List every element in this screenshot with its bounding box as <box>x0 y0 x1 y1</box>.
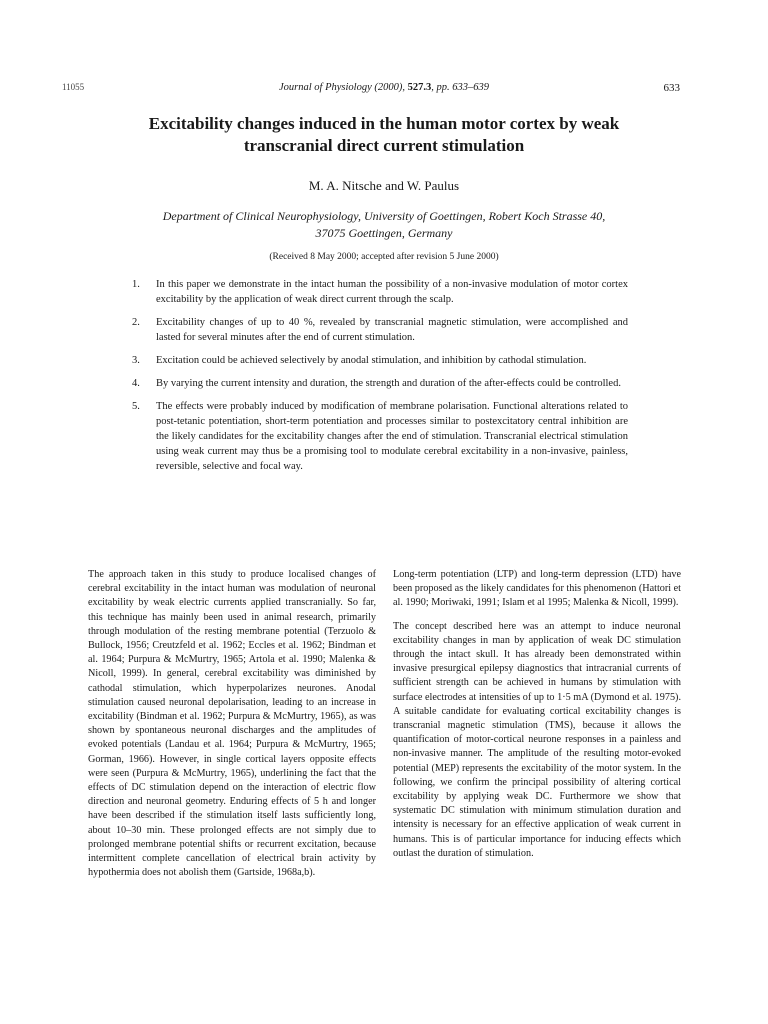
journal-pages: , pp. 633–639 <box>431 82 489 93</box>
summary-text: In this paper we demonstrate in the intact human the possibility of a non-invasive modulation of motor cortex excitability by the application of weak direct current through the scalp. <box>156 279 628 305</box>
summary-item <box>130 353 628 368</box>
body-paragraph: Long-term potentiation (LTP) and long-term depression (LTD) have been proposed as the likely candidates for this phenomenon (Hattori et al. 1990; Moriwaki, 1991; Islam et al 1995; Malenka & Nicoll, 1999). <box>393 569 681 609</box>
summary-item <box>130 315 628 345</box>
body-column-right <box>393 568 681 870</box>
summary-item <box>130 376 628 391</box>
received-dates: (Received 8 May 2000; accepted after revision 5 June 2000) <box>269 252 499 262</box>
summary-number: 2. <box>132 317 140 328</box>
summary-item <box>130 277 628 307</box>
body-paragraph: The approach taken in this study to produce localised changes of cerebral excitability in the intact human was modulation of neuronal excitability by weak electric currents applied transcranially. So far, this technique has mainly been used in animal research, primarily through modulation of the resting membrane potential (Terzuolo & Bullock, 1956; Creutzfeld et al. 1962; Eccles et al. 1962; Bindman et al. 1964; Purpura & McMurtry, 1965; Artola et al. 1990; Malenka & Nicoll, 1999). In general, cerebral excitability was diminished by cathodal stimulation, which hyperpolarizes neurones. Anodal stimulation caused neuronal depolarisation, leading to an increase in excitability (Bindman et al. 1962; Purpura & McMurtry, 1965), as was shown by spontaneous neuronal discharges and the amplitudes of evoked potentials (Landau et al. 1964; Purpura & McMurtry, 1965; Gorman, 1966). However, in single cortical layers opposite effects were seen (Purpura & McMurtry, 1965), underlining the fact that the effects of DC stimulation depend on the interaction of electric flow direction and neuronal geometry. Enduring effects of 5 h and longer have been described if the stimulation itself lasts sufficiently long, about 10–30 min. These prolonged effects are not simply due to prolonged membrane potential shifts or recurrent excitation, because intermittent complete cancellation of electrical brain activity by hypothermia does not abolish them (Gartside, 1968a,b). <box>88 569 376 879</box>
page-number: 633 <box>663 82 680 94</box>
summary-text: The effects were probably induced by modification of membrane polarisation. Functional alterations related to post-tetanic potentiation, short-term potentiation and processes similar to postexcitatory central inhibition are the likely candidates for the excitability changes after the end of stimulation. Transcranial electrical stimulation using weak current may thus be a promising tool to modulate cerebral excitability in a non-invasive, painless, reversible, selective and focal way. <box>156 401 628 472</box>
journal-citation <box>0 82 768 93</box>
affiliation <box>120 208 648 242</box>
journal-volume: 527.3 <box>407 82 432 93</box>
summary-list <box>130 277 628 482</box>
summary-text: By varying the current intensity and duration, the strength and duration of the after-effects could be controlled. <box>156 378 621 389</box>
journal-year: (2000), <box>371 82 408 93</box>
body-column-left <box>88 568 376 889</box>
document-id: 11055 <box>62 82 85 92</box>
summary-number: 3. <box>132 355 140 366</box>
affiliation-line-1: Department of Clinical Neurophysiology, University of Goettingen, Robert Koch Strasse 40, <box>162 209 606 223</box>
summary-number: 5. <box>132 401 140 412</box>
summary-item <box>130 399 628 474</box>
summary-number: 1. <box>132 279 140 290</box>
summary-text: Excitability changes of up to 40 %, revealed by transcranial magnetic stimulation, were accomplished and lasted for several minutes after the end of current stimulation. <box>156 317 628 343</box>
body-paragraph: The concept described here was an attempt to induce neuronal excitability changes in man by application of weak DC stimulation through the intact skull. It has already been demonstrated within invasive presurgical epilepsy diagnostics that intracranial currents of sufficient strength can be achieved in humans by stimulation with surface electrodes at intensities of up to 1·5 mA (Dymond et al. 1975). A suitable candidate for evaluating cortical excitability changes is transcranial magnetic stimulation (TMS), because it allows the quantification of motor-cortical neurone responses in a painless and non-invasive manner. The amplitude of the resulting motor-evoked potential (MEP) represents the excitability of the motor system. In the following, we confirm the principal possibility of altering cortical excitability by applying weak DC. Furthermore we show that systematic DC stimulation with minimum stimulation duration and intensity is necessary for an effective application of weak current in humans. This is of particular importance for inducing effects which outlast the duration of stimulation. <box>393 620 681 859</box>
summary-number: 4. <box>132 378 140 389</box>
authors: M. A. Nitsche and W. Paulus <box>308 178 460 193</box>
paper-title: Excitability changes induced in the human motor cortex by weak transcranial direct current stimulation <box>148 114 620 155</box>
summary-text: Excitation could be achieved selectively by anodal stimulation, and inhibition by cathodal stimulation. <box>156 355 587 366</box>
affiliation-line-2: 37075 Goettingen, Germany <box>315 226 453 240</box>
journal-name: Journal of Physiology <box>279 82 372 93</box>
